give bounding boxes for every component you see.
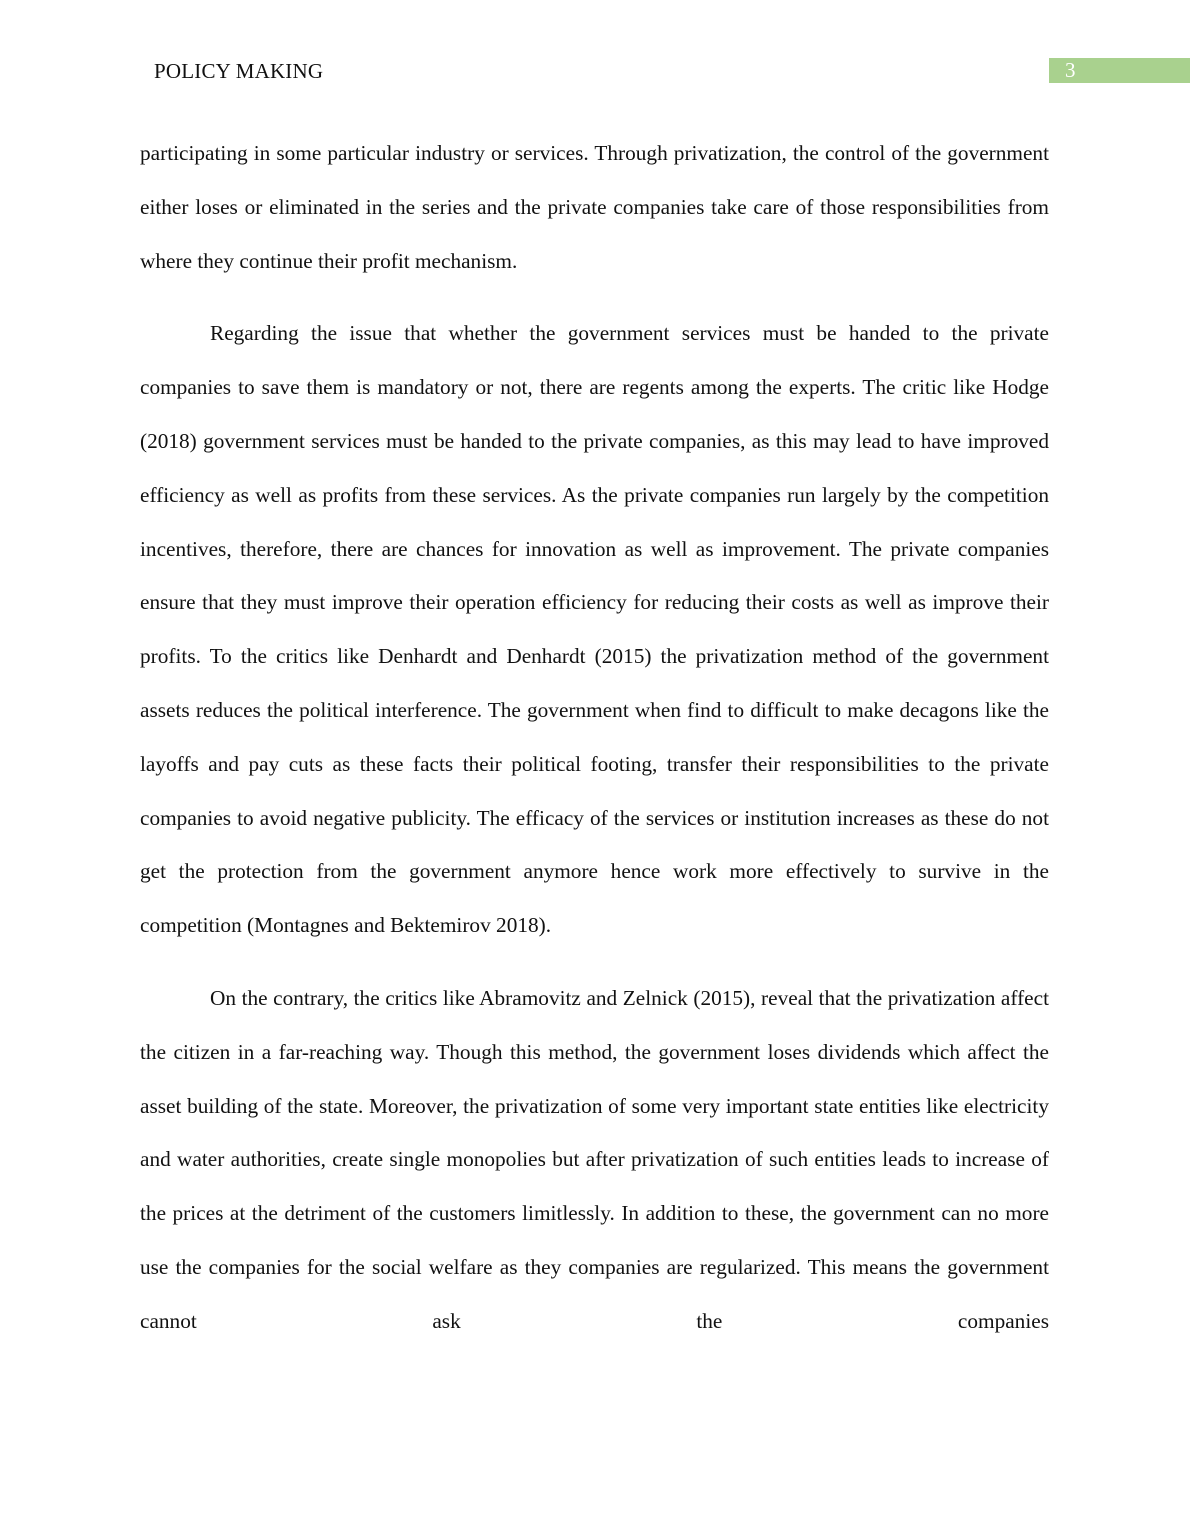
paragraph-privatization-benefits: Regarding the issue that whether the government services must be handed to the private companies to save them is mandatory or not, there are regents among the experts. The critic like Hodge (2018) government services must be handed to the private companies, as this may lead to have improved efficiency as well as profits from these services. As the private companies run largely by the competition incentives, therefore, there are chances for innovation as well as improvement. The private companies ensure that they must improve their operation efficiency for reducing their costs as well as improve their profits. To the critics like Denhardt and Denhardt (2015) the privatization method of the government assets reduces the political interference. The government when find to difficult to make decagons like the layoffs and pay cuts as these facts their political footing, transfer their responsibilities to the private companies to avoid negative publicity. The efficacy of the services or institution increases as these do not get the protection from the government anymore hence work more effectively to survive in the competition (Montagnes and Bektemirov 2018). — [140, 321, 1049, 938]
paragraph-privatization-drawbacks: On the contrary, the critics like Abramovitz and Zelnick (2015), reveal that the privatization affect the citizen in a far-reaching way. Though this method, the government loses dividends which affect the asset building of the state. Moreover, the privatization of some very important state entities like electricity and water authorities, create single monopolies but after privatization of such entities leads to increase of the prices at the detriment of the customers limitlessly. In addition to these, the government can no more use the companies for the social welfare as they companies are regularized. This means the government cannot ask the companies — [140, 985, 1049, 1333]
paragraph-continuation: participating in some particular industry or services. Through privatization, the control of the government either loses or eliminated in the series and the private companies take care of those responsibilities from where they continue their profit mechanism. — [140, 141, 1049, 273]
page-number-box — [1049, 58, 1190, 83]
document-body — [140, 127, 1049, 1368]
page-number: 3 — [1065, 58, 1076, 82]
page-header — [0, 57, 1190, 85]
running-head: POLICY MAKING — [154, 59, 324, 83]
